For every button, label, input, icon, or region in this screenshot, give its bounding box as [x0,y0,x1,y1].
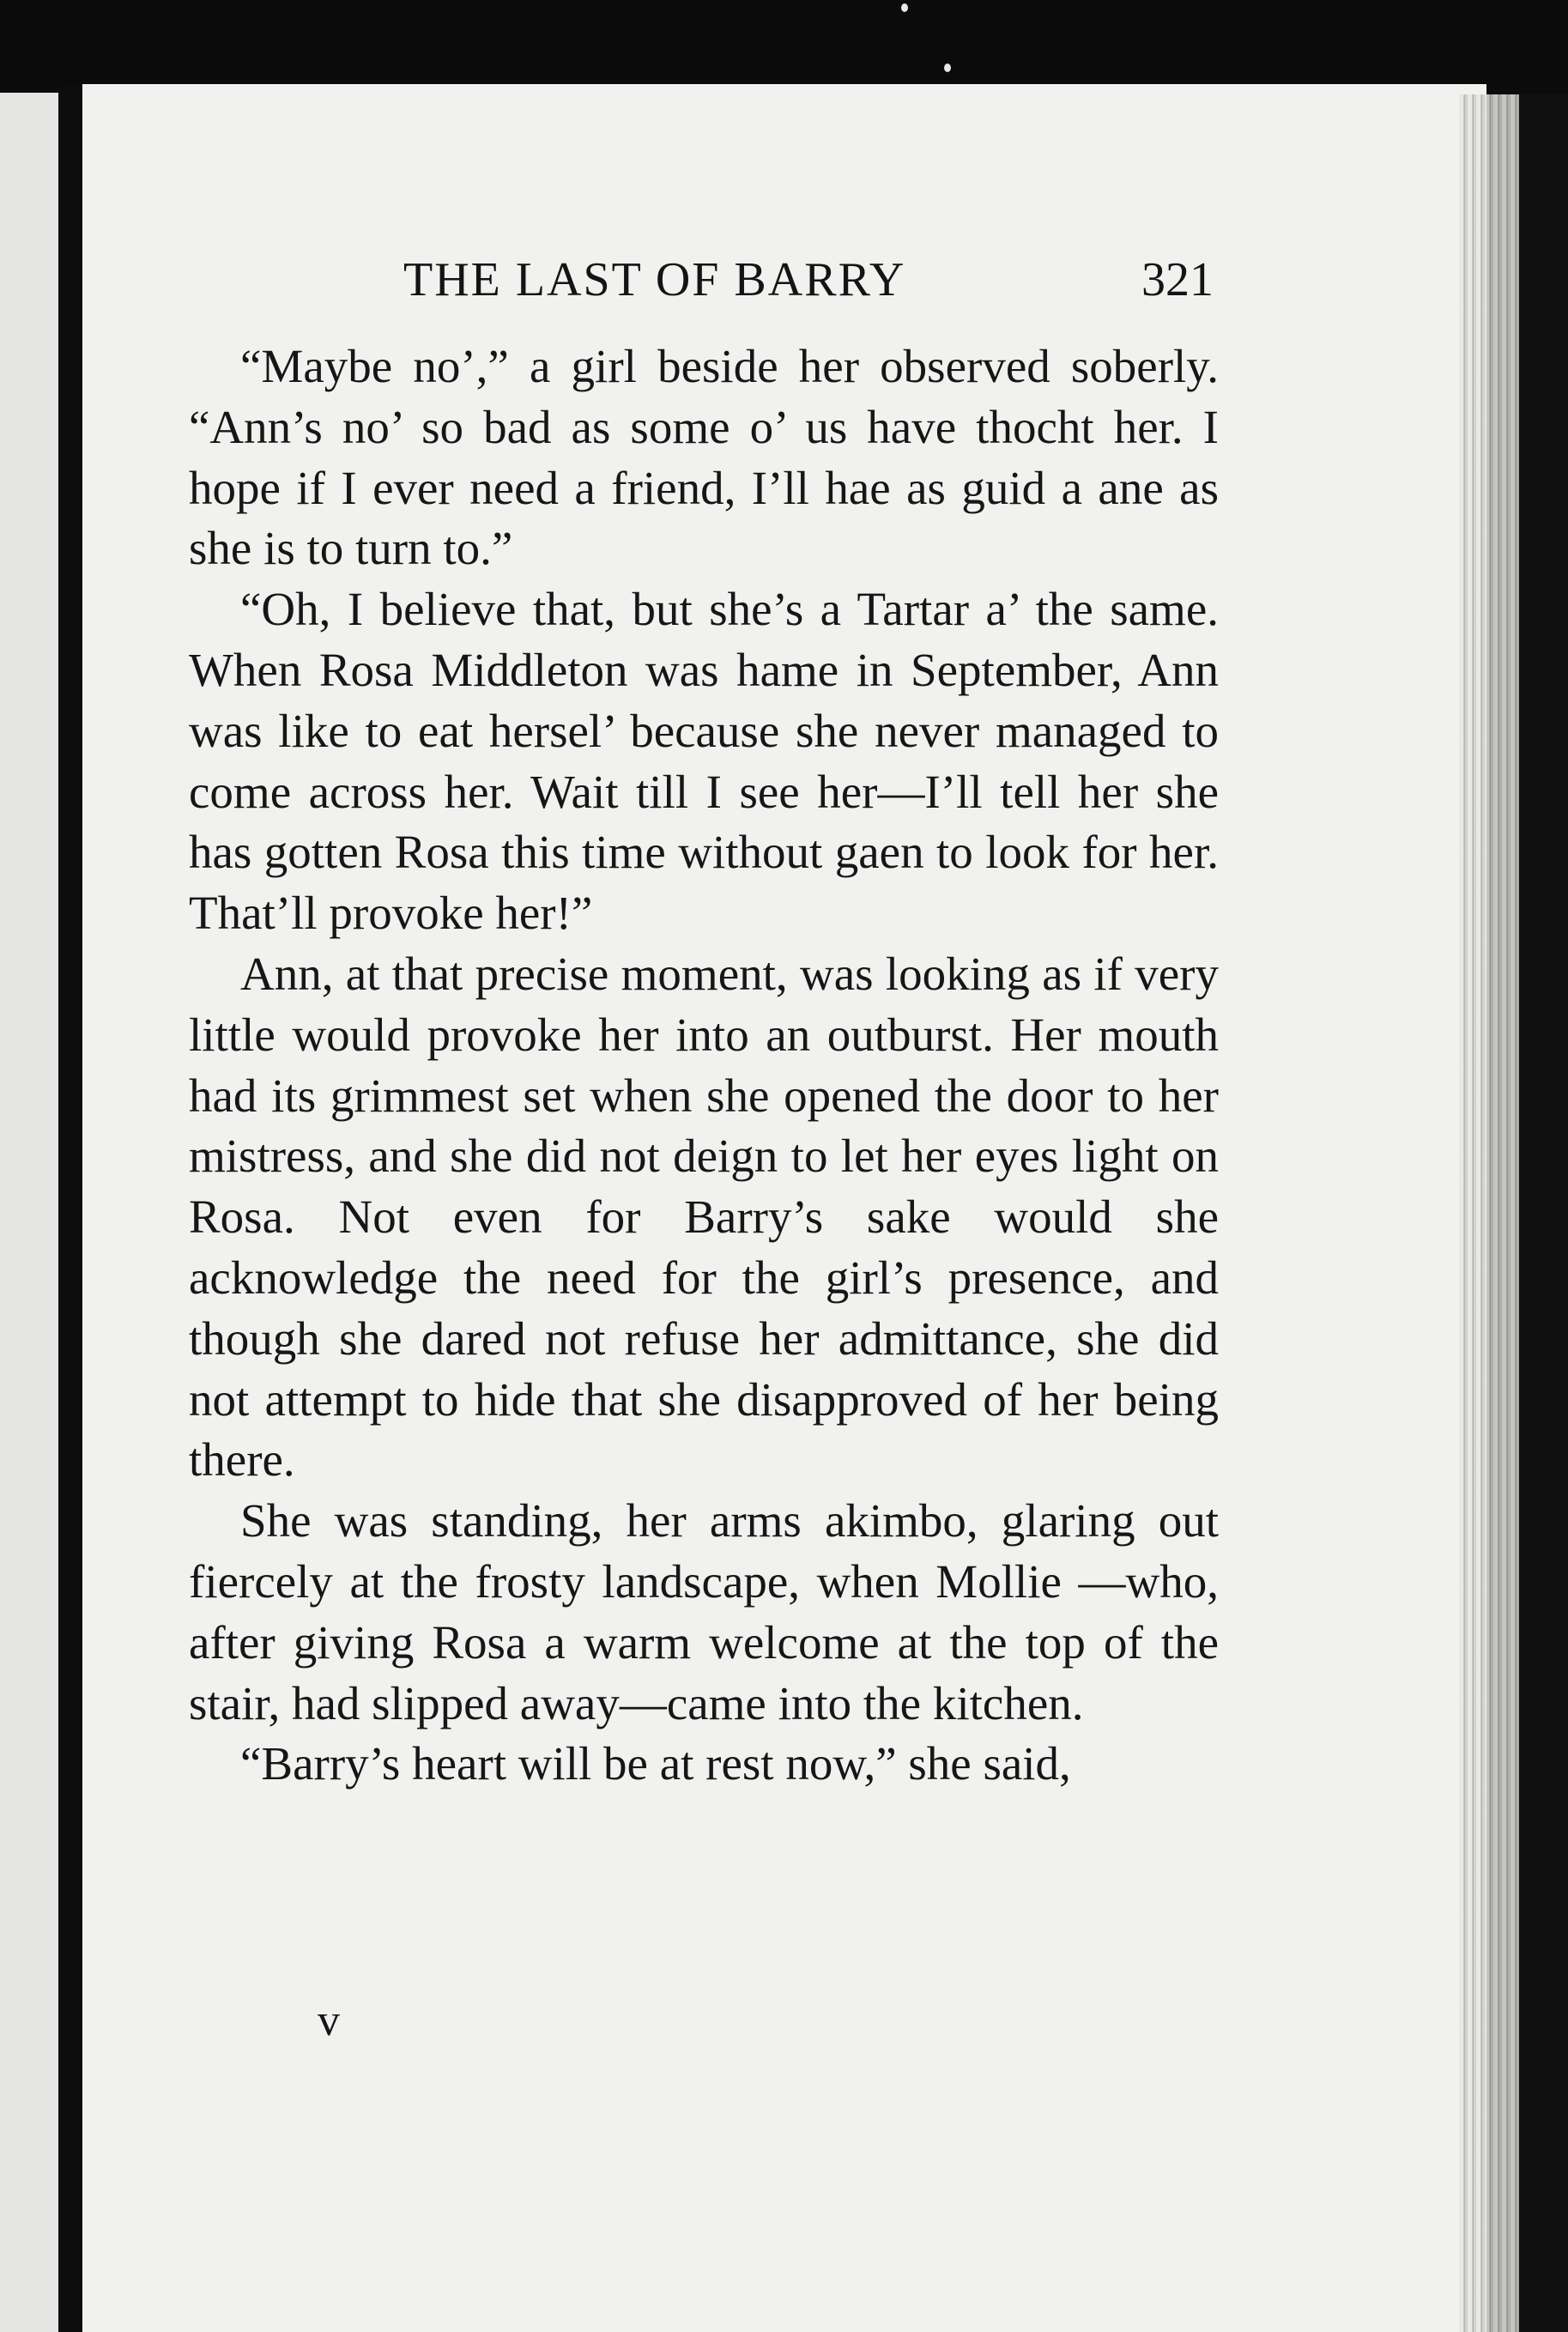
right-border [1519,94,1568,2332]
dust-speck [901,3,908,12]
previous-page-edge [0,93,58,2332]
dust-speck [944,64,951,72]
running-head [189,249,1219,318]
spine-shadow [58,86,82,2332]
page-number: 321 [1141,253,1214,306]
paragraph: She was standing, her arms akimbo, glaring out fiercely at the frosty landscape, when Mollie —who, after giving Rosa a warm welcome at the top of the stair, had slipped away—came into the kitchen. [189,1494,1219,1729]
paragraph: Ann, at that precise moment, was looking as if very little would provoke her into an outburst. Her mouth had its grimmest set when she opened the door to her mistress, and she did not deign to let her eyes light on Rosa. Not even for Barry’s sake would she acknowledge the need for the girl’s presence, and though she dared not refuse her admittance, she did not attempt to hide that she disapproved of her being there. [189,947,1219,1487]
signature-mark: v [318,1996,340,2045]
body-text [189,336,1219,2010]
running-title: THE LAST OF BARRY [403,253,906,306]
page-stack-edge [1459,94,1519,2332]
paragraph: “Oh, I believe that, but she’s a Tartar a’ the same. When Rosa Middleton was hame in September, Ann was like to eat hersel’ because she never managed to come across her. Wait till I see her—I’ll tell her she has gotten Rosa this time without gaen to look for her. That’ll provoke her!” [189,583,1219,940]
paragraph: “Barry’s heart will be at rest now,” she said, [240,1737,1071,1790]
paragraph: “Maybe no’,” a girl beside her observed soberly. “Ann’s no’ so bad as some o’ us have thocht her. I hope if I ever need a friend, I’ll hae as guid a ane as she is to turn to.” [189,340,1219,575]
